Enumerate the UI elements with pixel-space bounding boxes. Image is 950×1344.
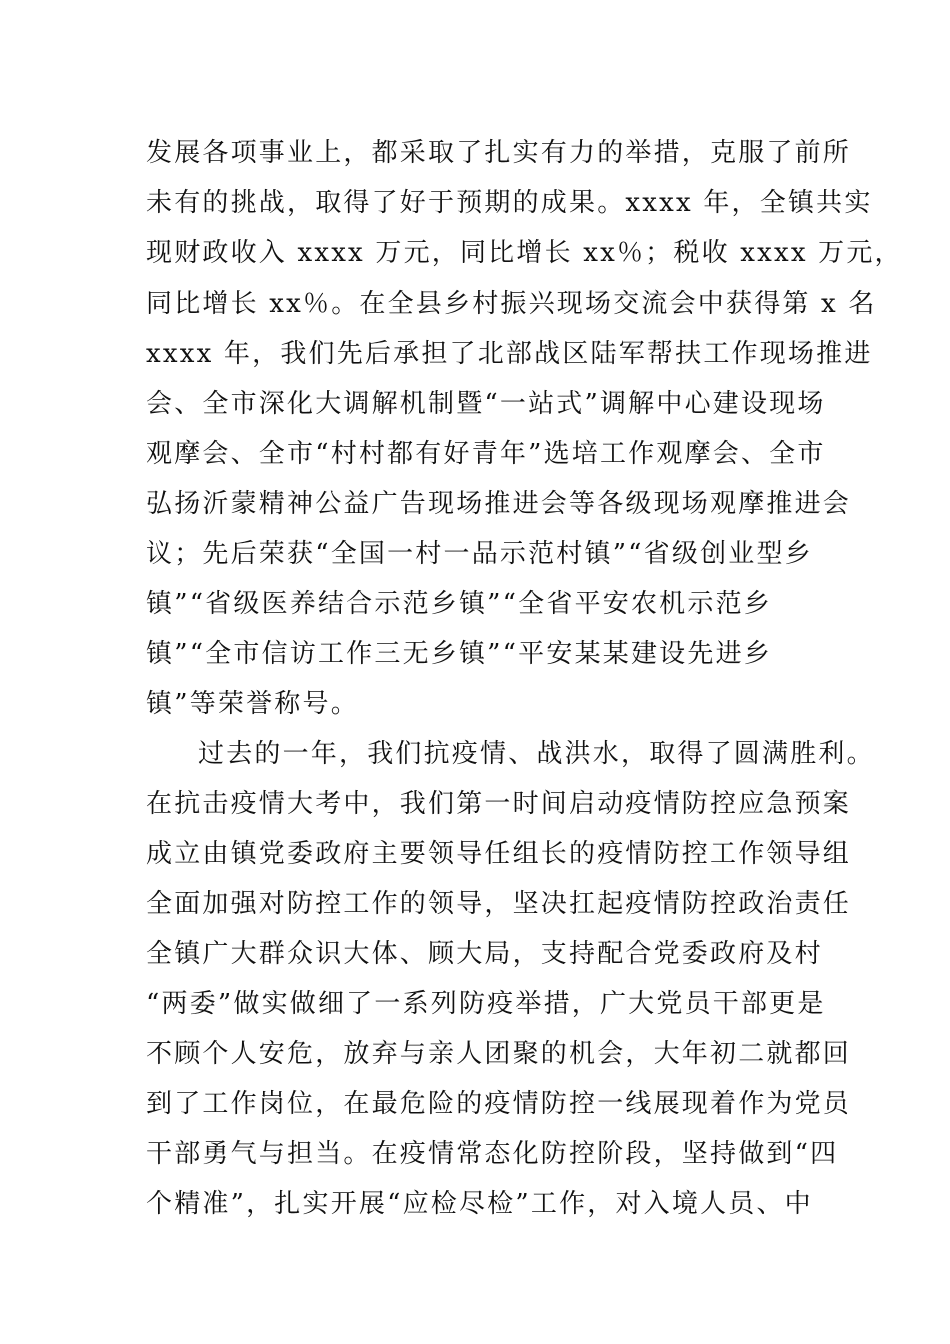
text-line: 镇”“省级医养结合示范乡镇”“全省平安农机示范乡: [146, 589, 772, 619]
text-line: 弘扬沂蒙精神公益广告现场推进会等各级现场观摩推进会: [146, 489, 852, 519]
paragraph-first-line: 过去的一年，我们抗疫情、战洪水，取得了圆满胜利。: [198, 739, 875, 769]
text-line: 个精准”，扎实开展“应检尽检”工作，对入境人员、中: [146, 1189, 813, 1219]
text-line: 观摩会、全市“村村都有好青年”选培工作观摩会、全市: [146, 439, 826, 469]
text-line: 同比增长 xx％。在全县乡村振兴现场交流会中获得第 x 名: [146, 289, 877, 319]
text-line: 干部勇气与担当。在疫情常态化防控阶段，坚持做到“四: [146, 1139, 839, 1169]
text-line: 会、全市深化大调解机制暨“一站式”调解中心建设现场: [146, 389, 826, 419]
text-line: 全面加强对防控工作的领导，坚决扛起疫情防控政治责任: [146, 889, 852, 919]
text-line: 议；先后荣获“全国一村一品示范村镇”“省级创业型乡: [146, 539, 813, 569]
text-line: 发展各项事业上，都采取了扎实有力的举措，克服了前所: [146, 138, 852, 168]
text-line: “两委”做实做细了一系列防疫举措，广大党员干部更是: [146, 989, 826, 1019]
text-line: 镇”等荣誉称号。: [146, 689, 359, 719]
text-line: 未有的挑战，取得了好于预期的成果。xxxx 年，全镇共实: [146, 188, 873, 218]
text-line: 镇”“全市信访工作三无乡镇”“平安某某建设先进乡: [146, 639, 772, 669]
text-line: 到了工作岗位，在最危险的疫情防控一线展现着作为党员: [146, 1089, 852, 1119]
text-line: 成立由镇党委政府主要领导任组长的疫情防控工作领导组: [146, 839, 852, 869]
text-line: 现财政收入 xxxx 万元，同比增长 xx％；税收 xxxx 万元，: [146, 238, 903, 268]
text-line: 全镇广大群众识大体、顾大局，支持配合党委政府及村: [146, 939, 823, 969]
text-line: xxxx 年，我们先后承担了北部战区陆军帮扶工作现场推进: [146, 339, 873, 369]
text-line: 在抗击疫情大考中，我们第一时间启动疫情防控应急预案: [146, 789, 852, 819]
text-line: 不顾个人安危，放弃与亲人团聚的机会，大年初二就都回: [146, 1039, 852, 1069]
